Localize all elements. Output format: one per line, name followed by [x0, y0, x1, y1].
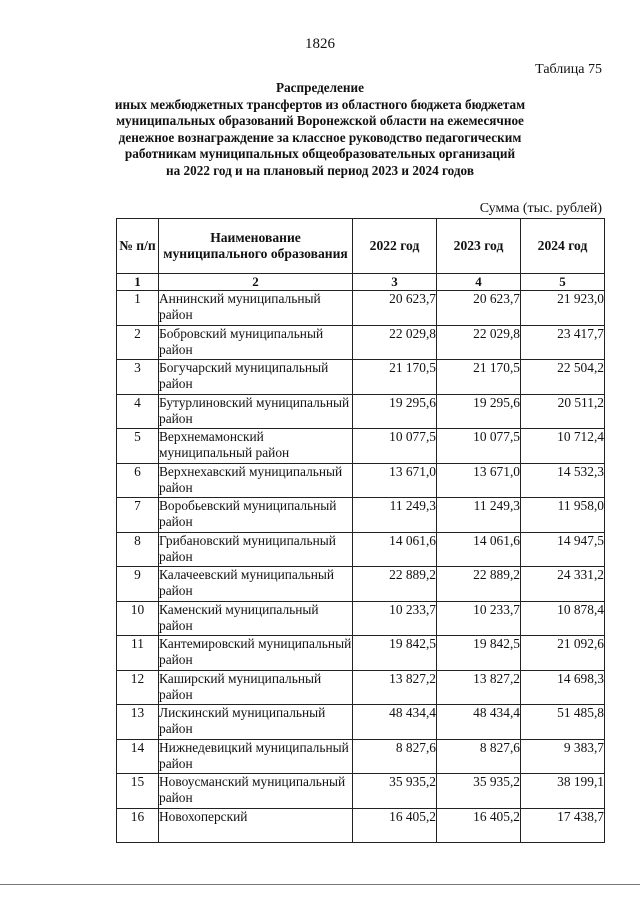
- amount-2024: 21 923,0: [521, 291, 605, 326]
- column-number: 2: [159, 274, 353, 291]
- table-row: [117, 670, 605, 705]
- amount-2023: 22 029,8: [437, 325, 521, 360]
- municipality-name: Бутурлиновский муниципальный район: [159, 394, 353, 429]
- municipality-name: Каменский муниципальный район: [159, 601, 353, 636]
- units-note: Сумма (тыс. рублей): [479, 201, 602, 216]
- amount-2022: 8 827,6: [353, 739, 437, 774]
- amount-2024: 10 878,4: [521, 601, 605, 636]
- municipality-name: Аннинский муниципальный район: [159, 291, 353, 326]
- amount-2023: 13 671,0: [437, 463, 521, 498]
- amount-2023: 22 889,2: [437, 567, 521, 602]
- row-number: 5: [117, 429, 159, 464]
- column-number: 5: [521, 274, 605, 291]
- title-line: Распределение: [276, 80, 364, 95]
- municipality-name: Нижнедевицкий муниципальный район: [159, 739, 353, 774]
- amount-2024: 38 199,1: [521, 774, 605, 809]
- amount-2023: 10 233,7: [437, 601, 521, 636]
- header-name: Наименование муниципального образования: [159, 219, 353, 274]
- amount-2023: 16 405,2: [437, 808, 521, 843]
- column-numbers-row: [117, 274, 605, 291]
- table-label: Таблица 75: [535, 62, 602, 77]
- amount-2024: 21 092,6: [521, 636, 605, 671]
- table-row: [117, 360, 605, 395]
- amount-2023: 21 170,5: [437, 360, 521, 395]
- transfers-table: [116, 218, 605, 843]
- amount-2022: 10 233,7: [353, 601, 437, 636]
- page-number: 1826: [305, 36, 335, 52]
- row-number: 12: [117, 670, 159, 705]
- row-number: 8: [117, 532, 159, 567]
- municipality-name: Грибановский муниципальный район: [159, 532, 353, 567]
- amount-2024: 14 532,3: [521, 463, 605, 498]
- row-number: 2: [117, 325, 159, 360]
- amount-2023: 11 249,3: [437, 498, 521, 533]
- amount-2022: 13 827,2: [353, 670, 437, 705]
- table-row: [117, 394, 605, 429]
- amount-2023: 14 061,6: [437, 532, 521, 567]
- amount-2024: 17 438,7: [521, 808, 605, 843]
- table-row: [117, 532, 605, 567]
- amount-2024: 22 504,2: [521, 360, 605, 395]
- title-line: работникам муниципальных общеобразовательных организаций: [124, 146, 516, 162]
- amount-2024: 24 331,2: [521, 567, 605, 602]
- amount-2024: 51 485,8: [521, 705, 605, 740]
- amount-2022: 19 295,6: [353, 394, 437, 429]
- row-number: 1: [117, 291, 159, 326]
- amount-2022: 10 077,5: [353, 429, 437, 464]
- table-row: [117, 705, 605, 740]
- row-number: 3: [117, 360, 159, 395]
- amount-2022: 48 434,4: [353, 705, 437, 740]
- table-row: [117, 739, 605, 774]
- column-number: 4: [437, 274, 521, 291]
- page-bottom-line: [0, 884, 640, 885]
- header-num: № п/п: [117, 219, 159, 274]
- amount-2022: 20 623,7: [353, 291, 437, 326]
- title-line: денежное вознаграждение за классное руководство педагогическим: [118, 129, 522, 145]
- row-number: 6: [117, 463, 159, 498]
- table-row: [117, 291, 605, 326]
- title-line: иных межбюджетных трансфертов из областного бюджета бюджетам: [114, 96, 526, 112]
- row-number: 7: [117, 498, 159, 533]
- document-title: [60, 80, 580, 180]
- municipality-name: Воробьевский муниципальный район: [159, 498, 353, 533]
- row-number: 15: [117, 774, 159, 809]
- table-header-row: [117, 219, 605, 274]
- amount-2023: 48 434,4: [437, 705, 521, 740]
- amount-2024: 23 417,7: [521, 325, 605, 360]
- header-2022: 2022 год: [353, 219, 437, 274]
- row-number: 4: [117, 394, 159, 429]
- column-number: 1: [117, 274, 159, 291]
- table-body: [117, 291, 605, 843]
- amount-2024: 9 383,7: [521, 739, 605, 774]
- table-row: [117, 429, 605, 464]
- amount-2024: 14 947,5: [521, 532, 605, 567]
- row-number: 11: [117, 636, 159, 671]
- amount-2024: 11 958,0: [521, 498, 605, 533]
- amount-2023: 8 827,6: [437, 739, 521, 774]
- amount-2022: 22 889,2: [353, 567, 437, 602]
- municipality-name: Богучарский муниципальный район: [159, 360, 353, 395]
- table-row: [117, 636, 605, 671]
- table-row: [117, 325, 605, 360]
- amount-2023: 20 623,7: [437, 291, 521, 326]
- municipality-name: Новохоперский: [159, 808, 353, 843]
- row-number: 16: [117, 808, 159, 843]
- municipality-name: Каширский муниципальный район: [159, 670, 353, 705]
- amount-2022: 16 405,2: [353, 808, 437, 843]
- row-number: 14: [117, 739, 159, 774]
- table-row: [117, 808, 605, 843]
- title-line: муниципальных образований Воронежской области на ежемесячное: [116, 113, 524, 129]
- header-2024: 2024 год: [521, 219, 605, 274]
- amount-2022: 22 029,8: [353, 325, 437, 360]
- amount-2023: 19 295,6: [437, 394, 521, 429]
- amount-2024: 14 698,3: [521, 670, 605, 705]
- amount-2024: 10 712,4: [521, 429, 605, 464]
- municipality-name: Бобровский муниципальный район: [159, 325, 353, 360]
- amount-2022: 13 671,0: [353, 463, 437, 498]
- table-row: [117, 463, 605, 498]
- municipality-name: Лискинский муниципальный район: [159, 705, 353, 740]
- municipality-name: Верхнехавский муниципальный район: [159, 463, 353, 498]
- row-number: 10: [117, 601, 159, 636]
- amount-2022: 11 249,3: [353, 498, 437, 533]
- header-2023: 2023 год: [437, 219, 521, 274]
- amount-2022: 19 842,5: [353, 636, 437, 671]
- municipality-name: Калачеевский муниципальный район: [159, 567, 353, 602]
- row-number: 9: [117, 567, 159, 602]
- table-row: [117, 498, 605, 533]
- amount-2022: 35 935,2: [353, 774, 437, 809]
- amount-2023: 35 935,2: [437, 774, 521, 809]
- table-row: [117, 567, 605, 602]
- amount-2022: 21 170,5: [353, 360, 437, 395]
- amount-2022: 14 061,6: [353, 532, 437, 567]
- table-row: [117, 774, 605, 809]
- municipality-name: Кантемировский муниципальный район: [159, 636, 353, 671]
- title-line: на 2022 год и на плановый период 2023 и 2024 годов: [166, 162, 474, 178]
- amount-2023: 10 077,5: [437, 429, 521, 464]
- municipality-name: Новоусманский муниципальный район: [159, 774, 353, 809]
- amount-2023: 19 842,5: [437, 636, 521, 671]
- amount-2023: 13 827,2: [437, 670, 521, 705]
- amount-2024: 20 511,2: [521, 394, 605, 429]
- municipality-name: Верхнемамонский муниципальный район: [159, 429, 353, 464]
- table-row: [117, 601, 605, 636]
- row-number: 13: [117, 705, 159, 740]
- column-number: 3: [353, 274, 437, 291]
